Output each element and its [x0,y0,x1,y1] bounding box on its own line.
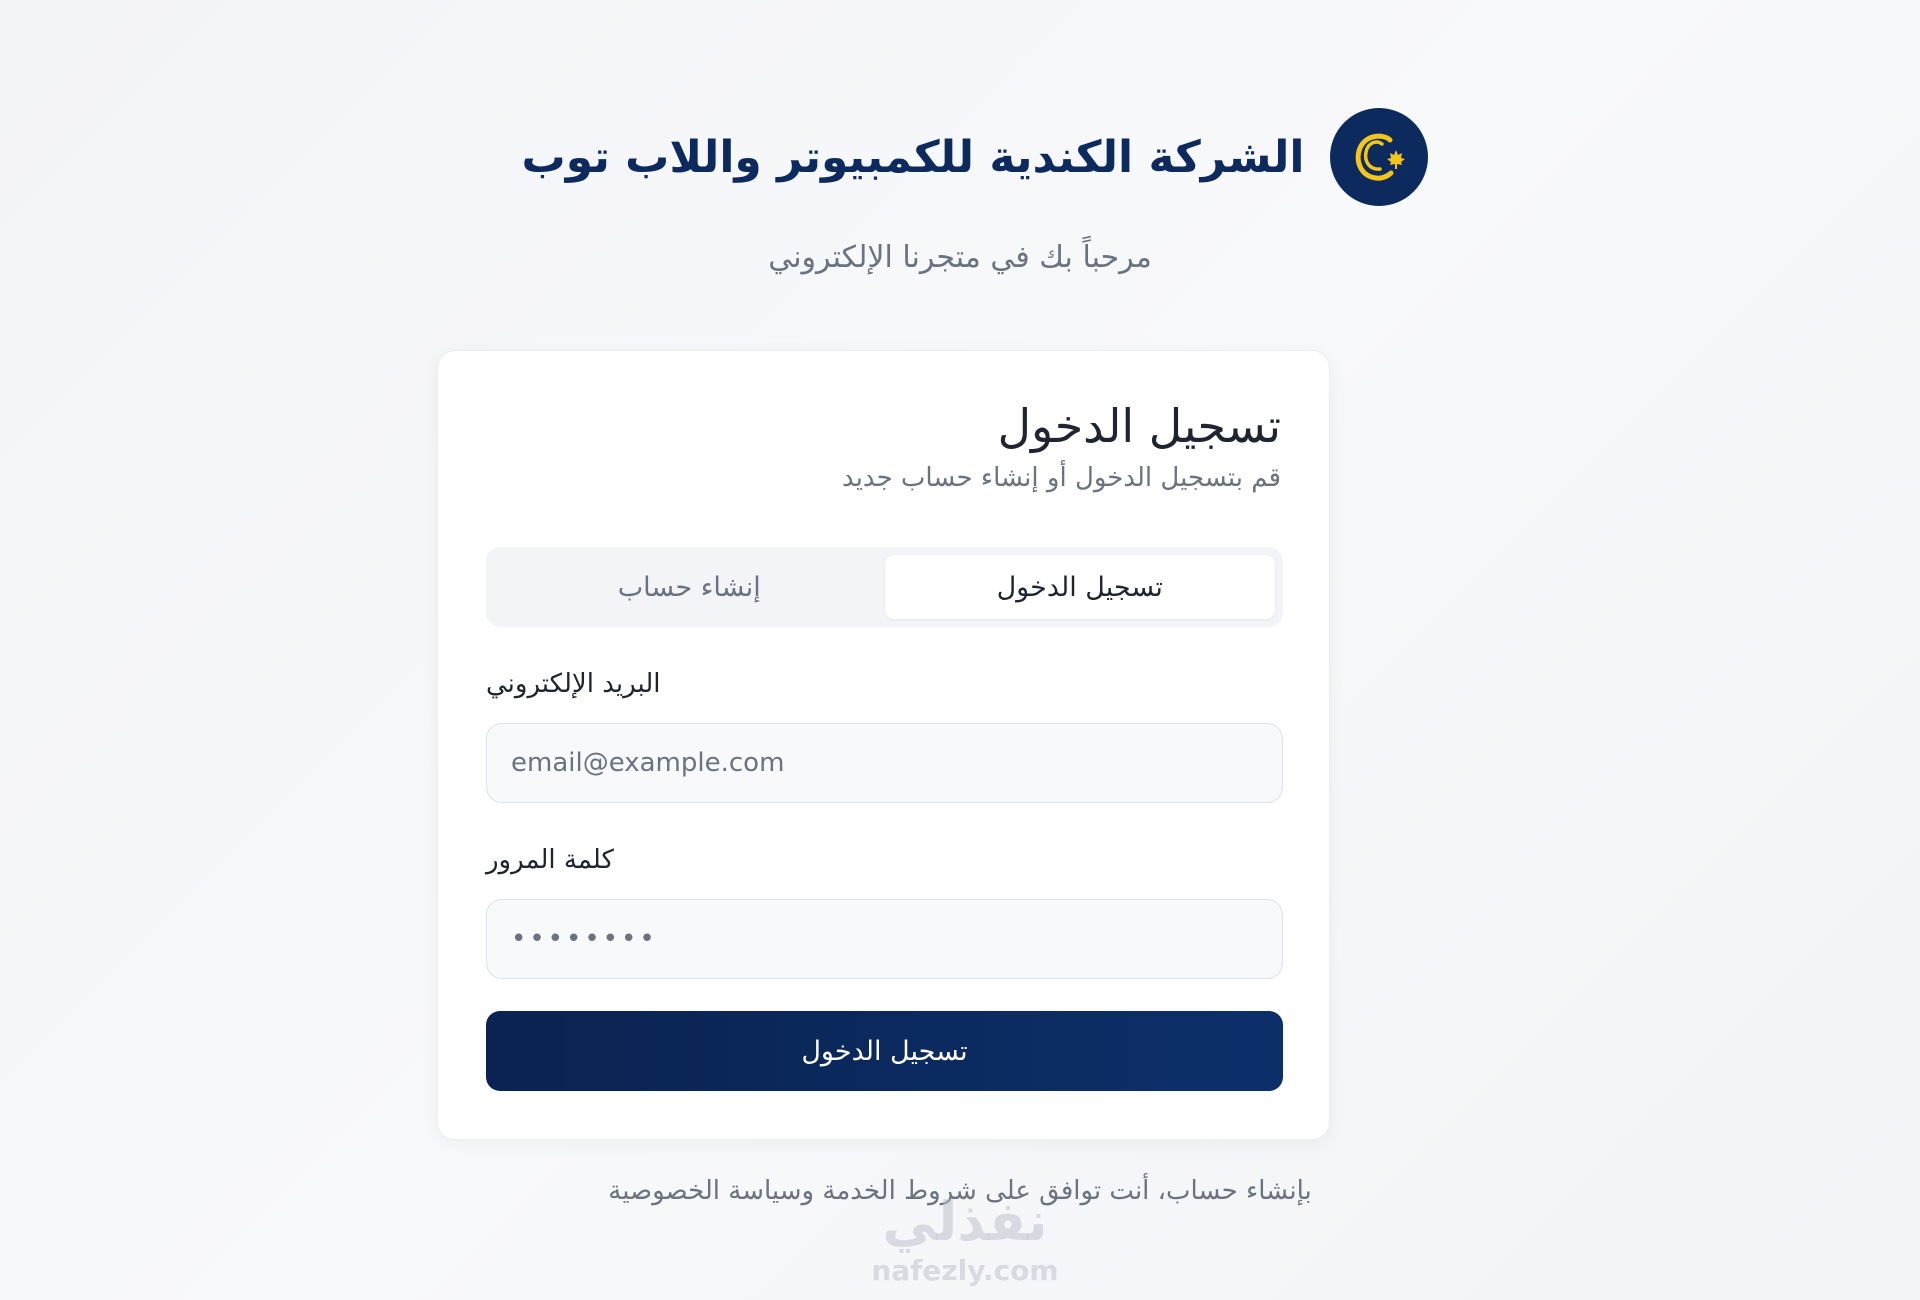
brand-header [0,108,1920,206]
brand-name: الشركة الكندية للكمبيوتر واللاب توب [521,131,1305,183]
welcome-text: مرحباً بك في متجرنا الإلكتروني [768,240,1152,275]
auth-tabs [486,547,1283,627]
card-title: تسجيل الدخول [997,399,1281,453]
login-card [437,350,1330,1140]
login-button[interactable]: تسجيل الدخول [486,1011,1283,1091]
tab-login[interactable]: تسجيل الدخول [885,555,1276,619]
company-logo [1330,108,1428,206]
password-label: كلمة المرور [486,845,614,875]
tab-register[interactable]: إنشاء حساب [617,571,761,603]
email-field[interactable] [486,723,1283,803]
email-label: البريد الإلكتروني [486,669,661,699]
card-subtitle: قم بتسجيل الدخول أو إنشاء حساب جديد [842,463,1281,493]
watermark-arabic: نفذلي [882,1190,1048,1253]
watermark-url: nafezly.com [871,1254,1059,1287]
password-field[interactable] [486,899,1283,979]
terms-text: بإنشاء حساب، أنت توافق على شروط الخدمة وسياسة الخصوصية [608,1176,1312,1206]
maple-leaf-c-logo-icon [1344,122,1414,192]
